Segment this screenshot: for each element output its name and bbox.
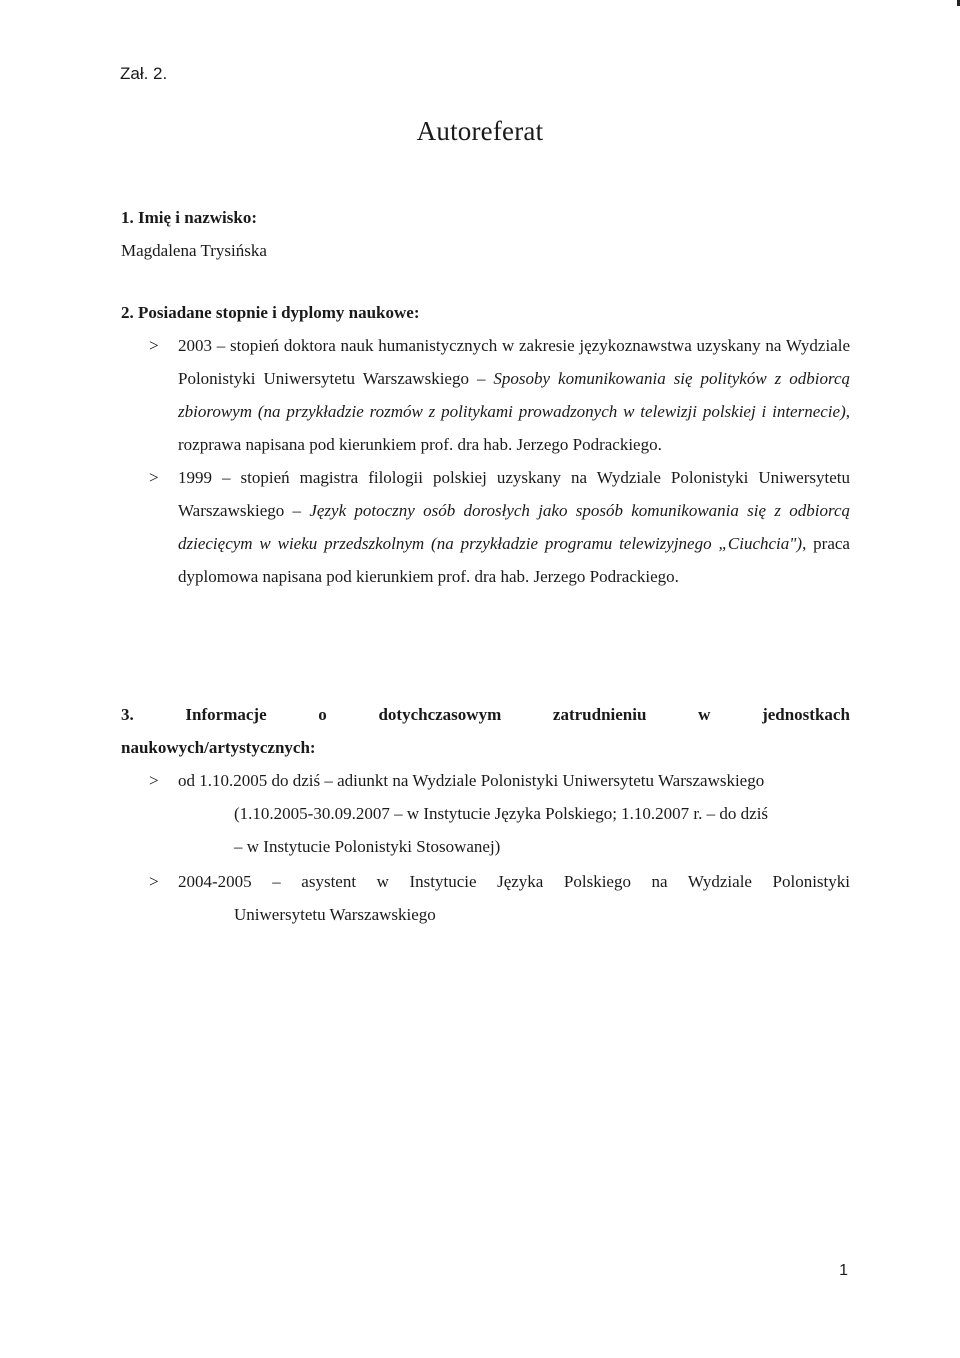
heading-word: w	[698, 705, 711, 724]
employment-item-assistant	[121, 865, 850, 898]
employment-detail: – w Instytucie Polonistyki Stosowanej)	[234, 837, 501, 856]
full-name: Magdalena Trysińska	[121, 241, 267, 260]
document-title: Autoreferat	[416, 116, 544, 146]
bullet-marker: >	[149, 771, 159, 790]
heading-word: dotychczasowym	[378, 705, 502, 724]
bullet-marker: >	[149, 468, 159, 487]
dissertation-title: Sposoby komunikowania się polityków z odbiorcą zbiorowym (na przykładzie rozmów z politykami prowadzonych w telewizji polskiej i internecie)	[178, 369, 850, 421]
degree-text: 2003 – stopień doktora nauk humanistycznych w zakresie językoznawstwa uzyskany na Wydziale Polonistyki Uniwersytetu Warszawskiego –	[178, 336, 850, 388]
heading-word: o	[318, 705, 327, 724]
employment-item-adjunct	[121, 764, 850, 797]
section-3-heading	[121, 698, 850, 731]
degree-item-phd	[121, 329, 850, 461]
section-3	[121, 698, 850, 931]
page-number: 1	[839, 1262, 848, 1279]
heading-word: zatrudnieniu	[552, 705, 647, 724]
bullet-marker: >	[149, 336, 159, 355]
section-2-heading: 2. Posiadane stopnie i dyplomy naukowe:	[121, 303, 420, 322]
employment-line: 2004-2005 – asystent w Instytucie Języka Polskiego na Wydziale Polonistyki	[178, 872, 850, 891]
bullet-marker: >	[149, 872, 159, 891]
employment-detail: Uniwersytetu Warszawskiego	[234, 905, 436, 924]
section-1-heading: 1. Imię i nazwisko:	[121, 208, 257, 227]
attachment-ref: Zał. 2.	[120, 64, 168, 83]
employment-line: od 1.10.2005 do dziś – adiunkt na Wydziale Polonistyki Uniwersytetu Warszawskiego	[178, 771, 765, 790]
degree-supervisor: , praca dyplomowa napisana pod kierunkiem prof. dra hab. Jerzego Podrackiego.	[178, 534, 850, 586]
section-1	[121, 201, 850, 267]
section-3-heading-line2: naukowych/artystycznych:	[121, 738, 316, 757]
employment-detail: (1.10.2005-30.09.2007 – w Instytucie Języka Polskiego; 1.10.2007 r. – do dziś	[234, 804, 769, 823]
heading-word: 3.	[121, 705, 134, 724]
degree-supervisor: , rozprawa napisana pod kierunkiem prof. dra hab. Jerzego Podrackiego.	[178, 402, 850, 454]
section-2	[121, 296, 850, 593]
heading-word: jednostkach	[762, 705, 850, 724]
degree-item-ma	[121, 461, 850, 593]
heading-word: Informacje	[185, 705, 267, 724]
thesis-title: Język potoczny osób dorosłych jako sposób komunikowania się z odbiorcą dziecięcym w wieku przedszkolnym (na przykładzie programu telewizyjnego „Ciuchcia")	[178, 501, 850, 553]
degree-text: 1999 – stopień magistra filologii polskiej uzyskany na Wydziale Polonistyki Uniwersytetu Warszawskiego –	[178, 468, 850, 520]
